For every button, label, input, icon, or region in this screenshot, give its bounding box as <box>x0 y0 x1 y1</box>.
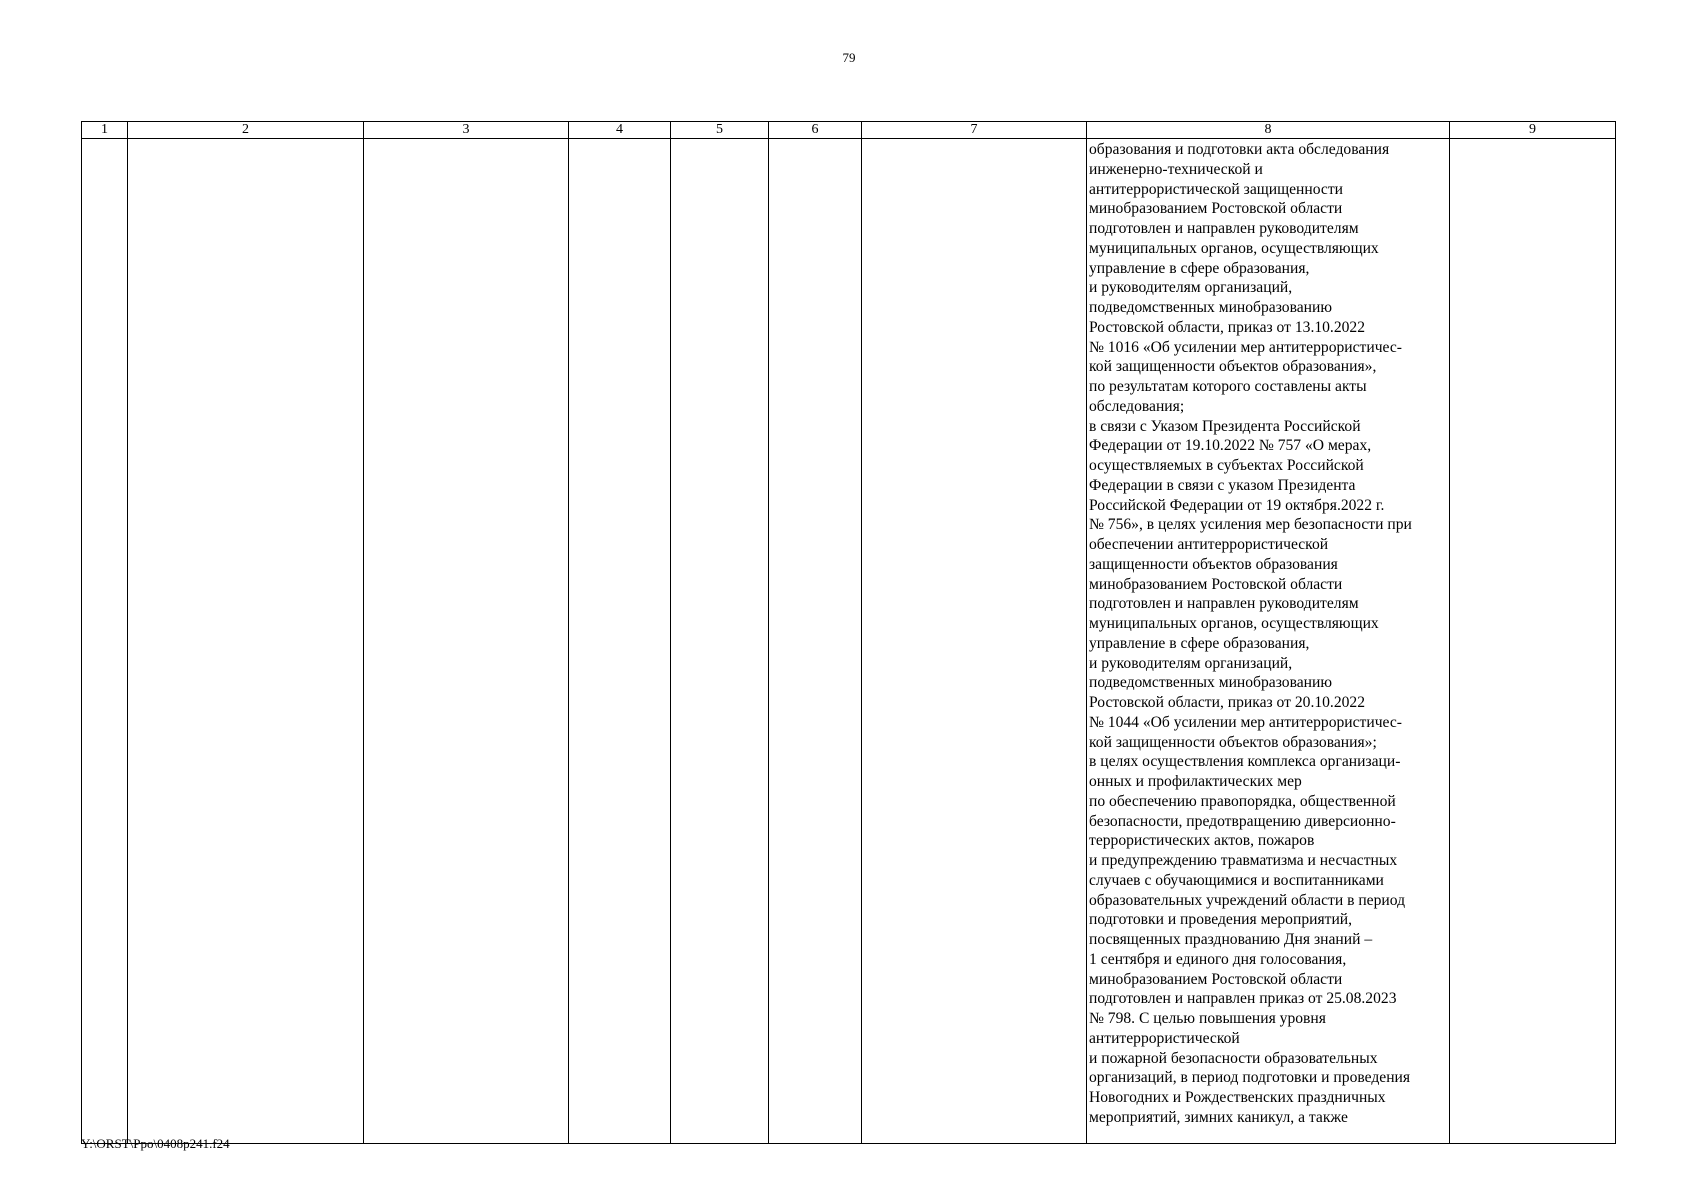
text-line: инженерно-технической и <box>1089 160 1263 178</box>
column-header-4: 4 <box>569 122 671 139</box>
text-line: муниципальных органов, осуществляющих <box>1089 239 1379 257</box>
column-header-1: 1 <box>82 122 128 139</box>
text-line: террористических актов, пожаров <box>1089 832 1315 850</box>
text-line: антитеррористической <box>1089 1029 1240 1047</box>
table-cell-col-1 <box>82 139 128 1144</box>
text-line: управление в сфере образования, <box>1089 259 1310 277</box>
text-line: № 798. С целью повышения уровня <box>1089 1010 1326 1027</box>
page-number: 79 <box>842 50 856 65</box>
text-line: № 1016 «Об усилении мер антитеррористичес- <box>1089 338 1402 356</box>
footer-file-path: Y:\ORST\Ppo\0408p241.f24 <box>81 1136 230 1151</box>
text-line: Ростовской области, приказ от 20.10.2022 <box>1089 694 1366 711</box>
text-line: кой защищенности объектов образования»; <box>1089 733 1377 751</box>
table-cell-col-2 <box>128 139 364 1144</box>
text-line: № 1044 «Об усилении мер антитеррористичес- <box>1089 713 1402 731</box>
table-header-row <box>82 122 1616 139</box>
text-line: в целях осуществления комплекса организаци- <box>1089 753 1401 771</box>
text-line: подготовлен и направлен руководителям <box>1089 220 1359 237</box>
text-line: подведомственных минобразованию <box>1089 299 1332 316</box>
text-line: Новогодних и Рождественских праздничных <box>1089 1089 1386 1106</box>
text-line: посвященных празднованию Дня знаний – <box>1089 931 1373 948</box>
table-cell-col-5 <box>671 139 769 1144</box>
document-table <box>81 121 1616 1144</box>
table-cell-col-7 <box>862 139 1087 1144</box>
column-header-7: 7 <box>862 122 1087 139</box>
column-header-8: 8 <box>1087 122 1450 139</box>
text-line: подведомственных минобразованию <box>1089 674 1332 692</box>
table-row <box>82 139 1616 1144</box>
text-line: 1 сентября и единого дня голосования, <box>1089 950 1347 968</box>
text-line: и пожарной безопасности образовательных <box>1089 1049 1378 1067</box>
text-line: организаций, в период подготовки и проведения <box>1089 1069 1411 1087</box>
text-line: кой защищенности объектов образования», <box>1089 358 1377 376</box>
text-line: Федерации от 19.10.2022 № 757 «О мерах, <box>1089 437 1372 455</box>
text-line: подготовки и проведения мероприятий, <box>1089 911 1353 929</box>
text-line: мероприятий, зимних каникул, а также <box>1089 1108 1348 1126</box>
text-line: в связи с Указом Президента Российской <box>1089 417 1361 435</box>
text-line: управление в сфере образования, <box>1089 634 1310 652</box>
column-header-9: 9 <box>1450 122 1616 139</box>
text-line: Ростовской области, приказ от 13.10.2022 <box>1089 318 1366 336</box>
text-line: образования и подготовки акта обследования <box>1089 141 1390 158</box>
text-line: минобразованием Ростовской области <box>1089 575 1343 593</box>
text-line: минобразованием Ростовской области <box>1089 970 1343 988</box>
text-line: антитеррористической защищенности <box>1089 180 1343 198</box>
text-line: № 756», в целях усиления мер безопасности при <box>1089 516 1412 534</box>
text-line: онных и профилактических мер <box>1089 773 1302 790</box>
text-line: Федерации в связи с указом Президента <box>1089 476 1356 494</box>
text-line: случаев с обучающимися и воспитанниками <box>1089 871 1384 889</box>
text-line: защищенности объектов образования <box>1089 555 1338 573</box>
column-header-2: 2 <box>128 122 364 139</box>
text-line: и руководителям организаций, <box>1089 654 1293 672</box>
text-line: подготовлен и направлен приказ от 25.08.2023 <box>1089 990 1397 1008</box>
column-header-6: 6 <box>769 122 862 139</box>
text-line: подготовлен и направлен руководителям <box>1089 595 1359 613</box>
text-line: обеспечении антитеррористической <box>1089 536 1329 553</box>
table-cell-col-6 <box>769 139 862 1144</box>
table-cell-col-3 <box>364 139 569 1144</box>
text-line: и предупреждению травматизма и несчастных <box>1089 852 1398 869</box>
text-line: и руководителям организаций, <box>1089 279 1293 297</box>
text-line: по обеспечению правопорядка, общественной <box>1089 792 1396 810</box>
text-line: муниципальных органов, осуществляющих <box>1089 615 1379 632</box>
text-line: по результатам которого составлены акты <box>1089 378 1367 395</box>
table-cell-col-8 <box>1087 139 1450 1144</box>
text-line: безопасности, предотвращению диверсионно- <box>1089 812 1396 830</box>
text-line: образовательных учреждений области в период <box>1089 891 1406 909</box>
column-header-3: 3 <box>364 122 569 139</box>
text-line: обследования; <box>1089 397 1185 415</box>
column-header-5: 5 <box>671 122 769 139</box>
table-cell-col-9 <box>1450 139 1616 1144</box>
table-cell-col-4 <box>569 139 671 1144</box>
text-line: минобразованием Ростовской области <box>1089 200 1343 218</box>
text-line: Российской Федерации от 19 октября.2022 г. <box>1089 496 1385 514</box>
column-8-text <box>1087 139 1449 1128</box>
text-line: осуществляемых в субъектах Российской <box>1089 457 1364 474</box>
